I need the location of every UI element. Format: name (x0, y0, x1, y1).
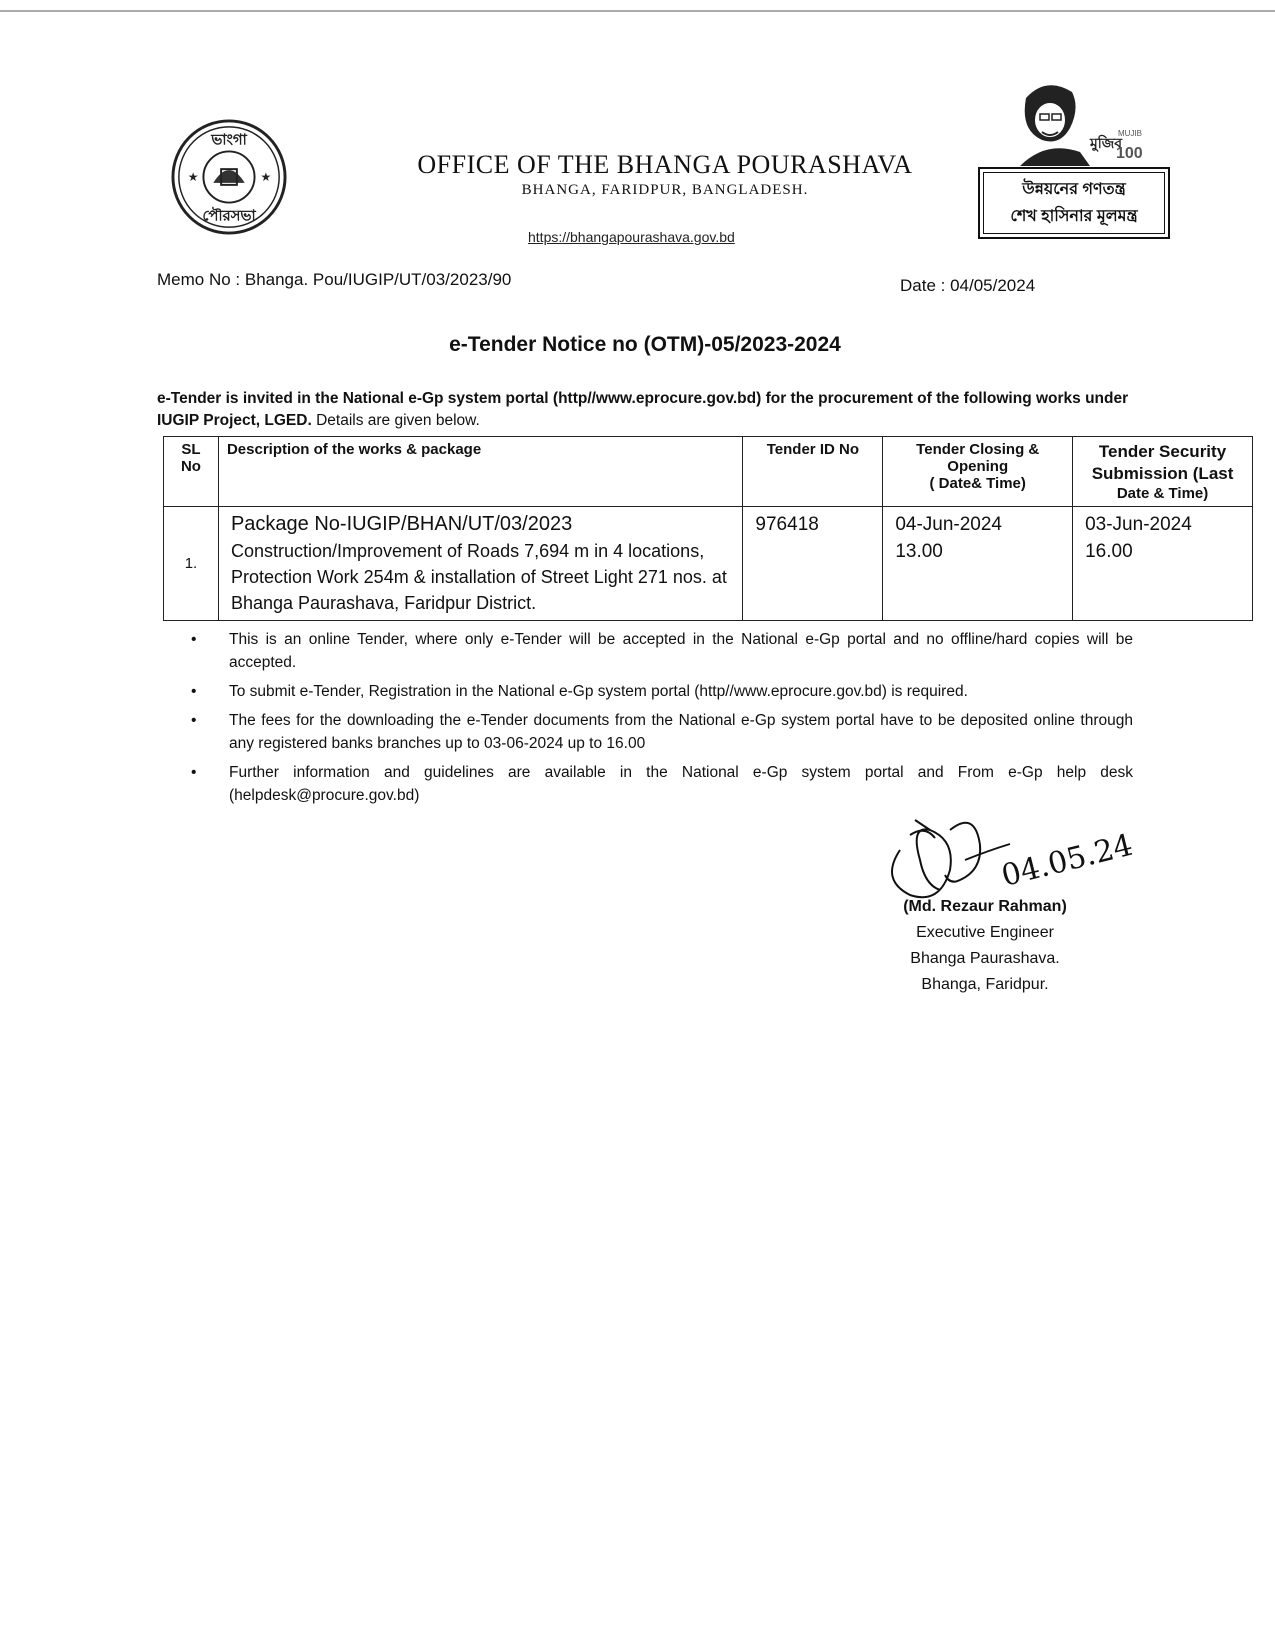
intro-text: e-Tender is invited in the National e-Gp system portal (http//www.eprocure.gov.bd) for the procurement of the following works under IUGIP Project, LGED. (157, 390, 1129, 429)
row-tender-id: 976418 (743, 507, 883, 621)
list-item: • This is an online Tender, where only e-Tender will be accepted in the National e-Gp portal and no offline/hard copies will be accepted. (185, 628, 1133, 674)
handwritten-date: 04.05.24 (998, 827, 1137, 894)
mujib-100-logo-icon (1006, 78, 1143, 168)
pourashava-seal-icon (170, 118, 288, 236)
row-description (218, 507, 742, 621)
header-security-sub: Date & Time) (1116, 485, 1209, 502)
bullet-icon: • (191, 683, 197, 700)
list-item: • The fees for the downloading the e-Tender documents from the National e-Gp system portal have to be deposited online through any registered banks branches up to 03-06-2024 up to 16.00 (185, 709, 1133, 755)
svg-text:MUJIB: MUJIB (1118, 129, 1142, 138)
row-closing-date: 04-Jun-2024 (895, 514, 1003, 535)
intro-paragraph (157, 388, 1133, 432)
office-header (300, 150, 1030, 199)
bullet-icon: • (191, 764, 197, 781)
header-sl: SL No (164, 437, 219, 507)
list-item: • Further information and guidelines are available in the National e-Gp system portal and From e-Gp help desk (helpdesk@procure.gov.bd) (185, 761, 1133, 807)
row-security-date: 03-Jun-2024 (1085, 514, 1192, 535)
slogan-line-1: উন্নয়নের গণতন্ত্র (1022, 181, 1126, 198)
row-package: Package No-IUGIP/BHAN/UT/03/2023 (230, 513, 573, 535)
slogan-box (978, 167, 1170, 239)
row-closing (883, 507, 1073, 621)
bullet-icon: • (191, 712, 197, 729)
header-closing (883, 437, 1073, 507)
row-security-time: 16.00 (1085, 541, 1133, 562)
signatory-designation: Executive Engineer (916, 924, 1054, 941)
row-sl: 1. (164, 507, 219, 621)
bullet-icon: • (191, 631, 197, 648)
header-description: Description of the works & package (218, 437, 742, 507)
header-closing-title: Tender Closing & Opening (916, 441, 1040, 475)
signatory-location: Bhanga, Faridpur. (921, 976, 1049, 993)
table-row (164, 507, 1253, 621)
notes-list (185, 628, 1133, 813)
scan-edge-line (0, 10, 1275, 12)
signatory-name: (Md. Rezaur Rahman) (903, 898, 1067, 915)
row-security (1073, 507, 1253, 621)
svg-text:100: 100 (1116, 145, 1143, 162)
website-link[interactable]: https://bhangapourashava.gov.bd (528, 229, 735, 245)
header-closing-sub: ( Date& Time) (929, 475, 1026, 492)
row-closing-time: 13.00 (895, 541, 943, 562)
list-item: • To submit e-Tender, Registration in the National e-Gp system portal (http//www.eprocure.gov.bd) is required. (185, 680, 1133, 703)
header-tender-id: Tender ID No (743, 437, 883, 507)
header-security-title: Tender Security Submission (Last (1091, 442, 1234, 483)
table-header-row (164, 437, 1253, 507)
signature-block (885, 894, 1085, 998)
office-title: OFFICE OF THE BHANGA POURASHAVA (417, 150, 913, 179)
notice-title: e-Tender Notice no (OTM)-05/2023-2024 (449, 333, 841, 356)
memo-number: Memo No : Bhanga. Pou/IUGIP/UT/03/2023/90 (157, 270, 512, 289)
svg-text:পৌরসভা: পৌরসভা (202, 208, 256, 225)
svg-text:★: ★ (187, 169, 199, 184)
office-address: BHANGA, FARIDPUR, BANGLADESH. (521, 182, 809, 198)
memo-date: Date : 04/05/2024 (900, 276, 1036, 295)
header-security (1073, 437, 1253, 507)
svg-text:মুজিব: মুজিব (1090, 135, 1123, 151)
svg-text:★: ★ (260, 169, 272, 184)
signatory-office: Bhanga Paurashava. (910, 950, 1060, 967)
tender-table (163, 436, 1253, 621)
intro-suffix: Details are given below. (316, 412, 480, 429)
svg-text:ভাংগা: ভাংগা (211, 132, 247, 149)
row-work: Construction/Improvement of Roads 7,694 m in 4 locations, Protection Work 254m & installation of Street Light 271 nos. at Bhanga Paurashava, Faridpur District. (230, 541, 727, 613)
slogan-line-2: শেখ হাসিনার মূলমন্ত্র (1010, 208, 1138, 225)
